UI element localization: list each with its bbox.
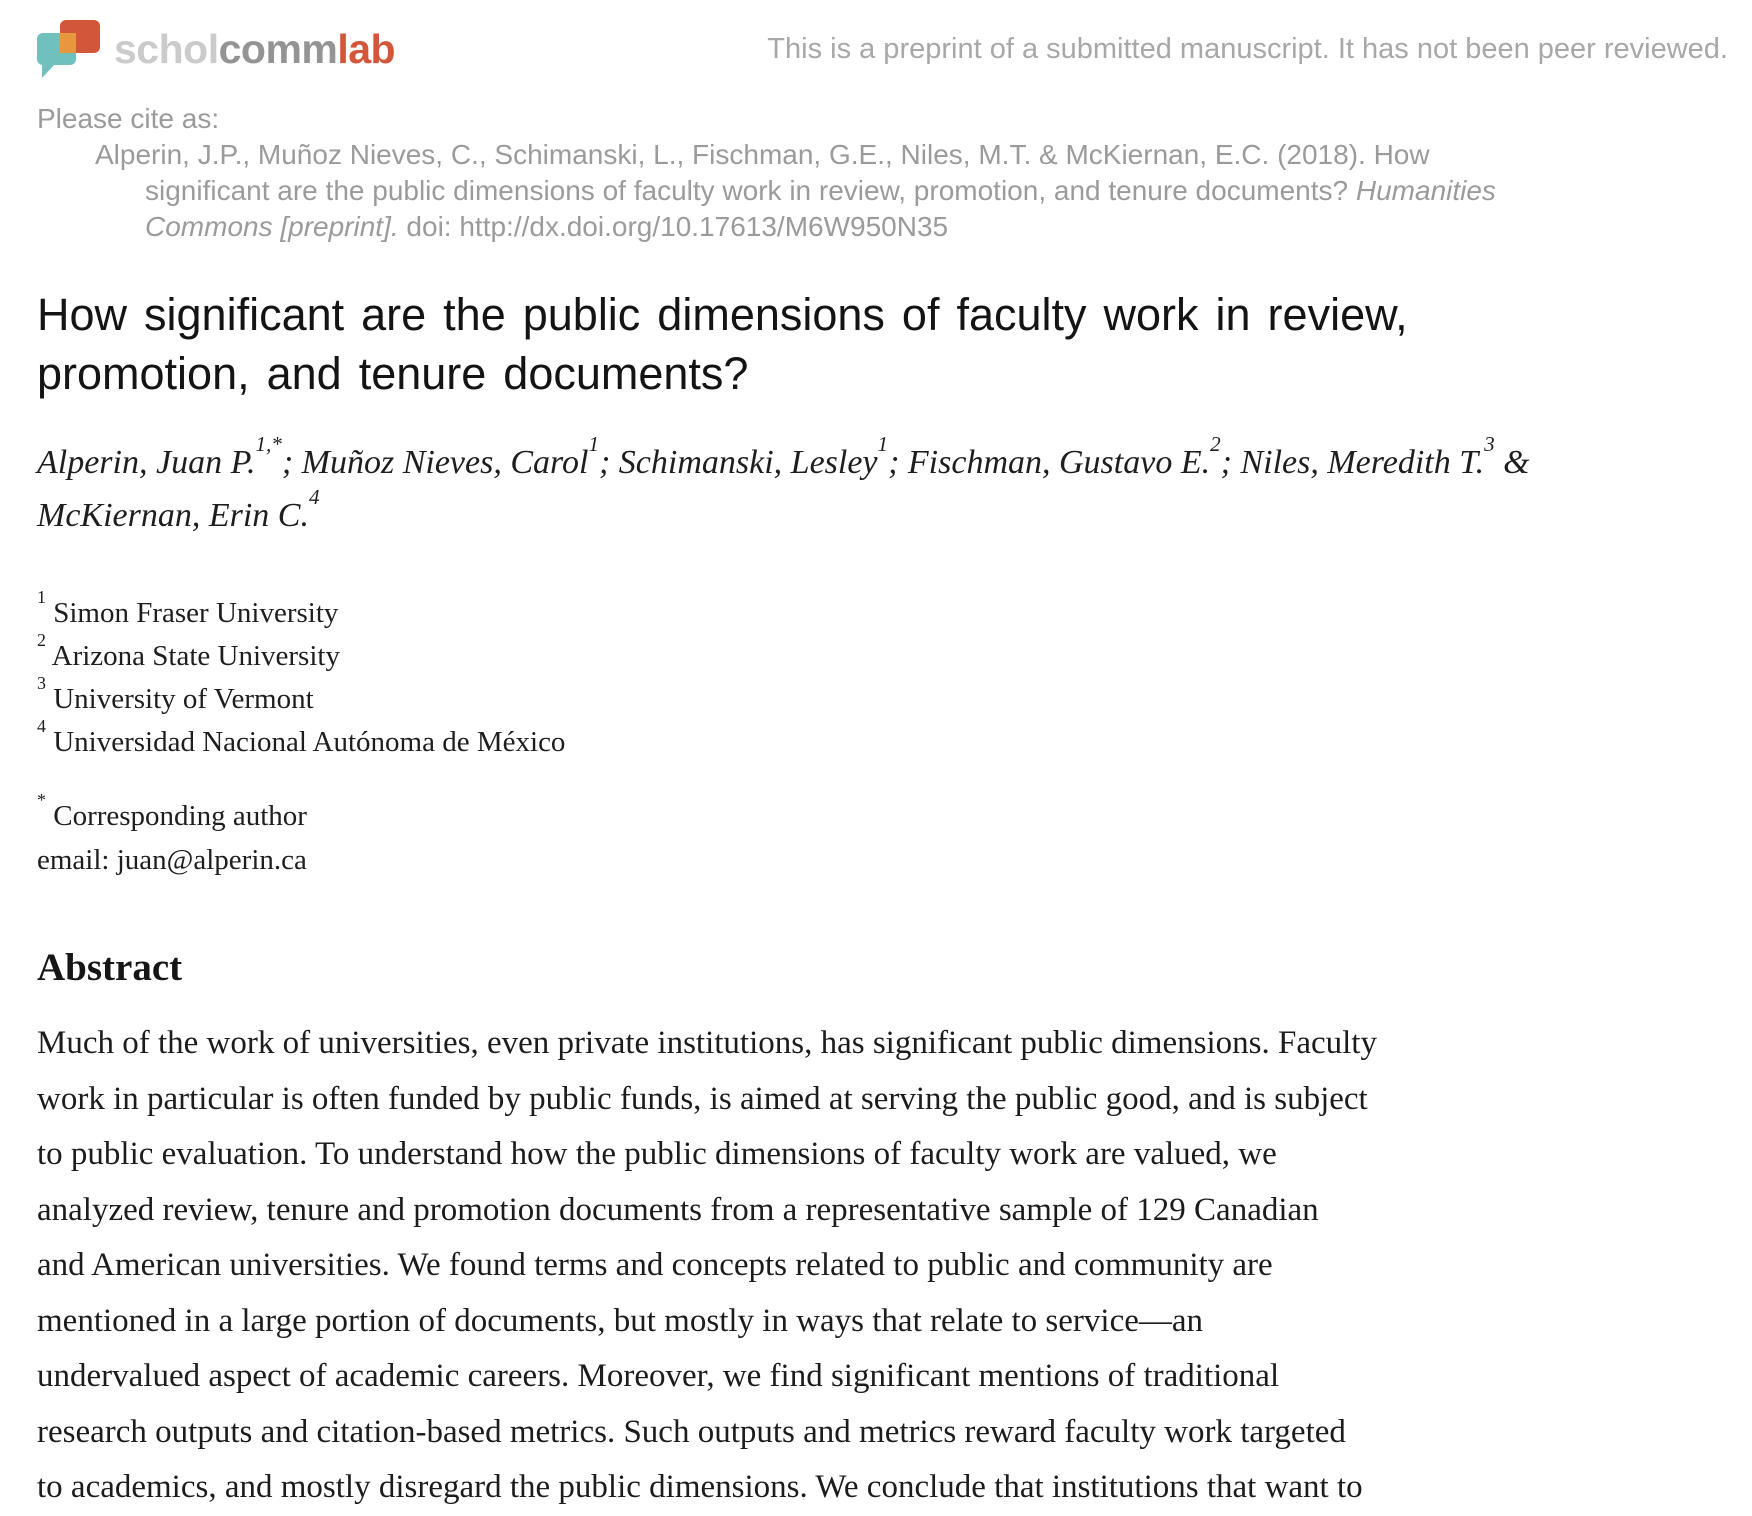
logo-word-lab: lab <box>337 26 396 72</box>
abstract-line: to academics, and mostly disregard the public dimensions. We conclude that institutions that want to <box>37 1469 1363 1505</box>
page-header <box>37 20 1728 79</box>
paper-title-line1: How significant are the public dimensions of faculty work in review, <box>37 289 1408 340</box>
abstract-line: analyzed review, tenure and promotion documents from a representative sample of 129 Canadian <box>37 1191 1319 1228</box>
abstract-line: research outputs and citation-based metrics. Such outputs and metrics reward faculty work targeted <box>37 1413 1346 1450</box>
abstract-text <box>37 1016 1728 1516</box>
affiliation-item: $^2$ Arizona State University <box>37 630 340 672</box>
affiliation-list <box>37 587 1728 764</box>
scholcommlab-logo <box>37 20 395 79</box>
citation-block <box>37 101 1728 245</box>
affiliation-item: $^1$ Simon Fraser University <box>37 587 339 629</box>
logo-wordmark <box>114 20 395 79</box>
logo-word-schol: schol <box>114 26 219 72</box>
affiliation-item: $^3$ University of Vermont <box>37 673 314 715</box>
abstract-line: undervalued aspect of academic careers. Moreover, we find significant mentions of traditional <box>37 1358 1280 1394</box>
author-list <box>37 432 1728 542</box>
abstract-line: Much of the work of universities, even private institutions, has significant public dimensions. Faculty <box>37 1025 1377 1061</box>
author-line2: McKiernan, Erin C.$^4$ <box>37 485 320 534</box>
corresponding-author-block <box>37 790 1728 882</box>
abstract-heading: Abstract <box>37 946 183 989</box>
cite-label: Please cite as: <box>37 103 220 134</box>
paper-title <box>37 285 1728 403</box>
corresponding-email-line: email: juan@alperin.ca <box>37 844 307 876</box>
abstract-line: to public evaluation. To understand how the public dimensions of faculty work are valued, we <box>37 1136 1277 1172</box>
corresponding-author-note: * Corresponding author <box>37 790 307 832</box>
author-line1: Alperin, Juan P.$^{1,*}$; Muñoz Nieves, Carol$^1$; Schimanski, Lesley$^1$; Fischman, Gustavo E.$^2$; Niles, Meredith T.$^3$ & <box>37 432 1530 481</box>
citation-line: Commons [preprint]. doi: http://dx.doi.org/10.17613/M6W950N35 <box>145 211 949 242</box>
doi-link[interactable]: http://dx.doi.org/10.17613/M6W950N35 <box>459 211 949 242</box>
abstract-line: mentioned in a large portion of documents, but mostly in ways that relate to service—an <box>37 1302 1204 1339</box>
abstract-line: and American universities. We found terms and concepts related to public and community are <box>37 1247 1273 1283</box>
paper-title-line2: promotion, and tenure documents? <box>37 348 749 399</box>
citation-line: significant are the public dimensions of faculty work in review, promotion, and tenure documents? Humanities <box>145 175 1496 206</box>
speech-bubbles-icon <box>37 20 100 79</box>
email-address[interactable]: juan@alperin.ca <box>116 844 307 876</box>
abstract-line: work in particular is often funded by public funds, is aimed at serving the public good, and is subject <box>37 1080 1368 1117</box>
logo-word-comm: comm <box>218 26 338 72</box>
affiliation-item: $^4$ Universidad Nacional Autónoma de México <box>37 716 566 758</box>
citation-line: Alperin, J.P., Muñoz Nieves, C., Schimanski, L., Fischman, G.E., Niles, M.T. & McKiernan, E.C. (2018). How <box>95 139 1430 170</box>
preprint-notice: This is a preprint of a submitted manuscript. It has not been peer reviewed. <box>767 33 1728 65</box>
